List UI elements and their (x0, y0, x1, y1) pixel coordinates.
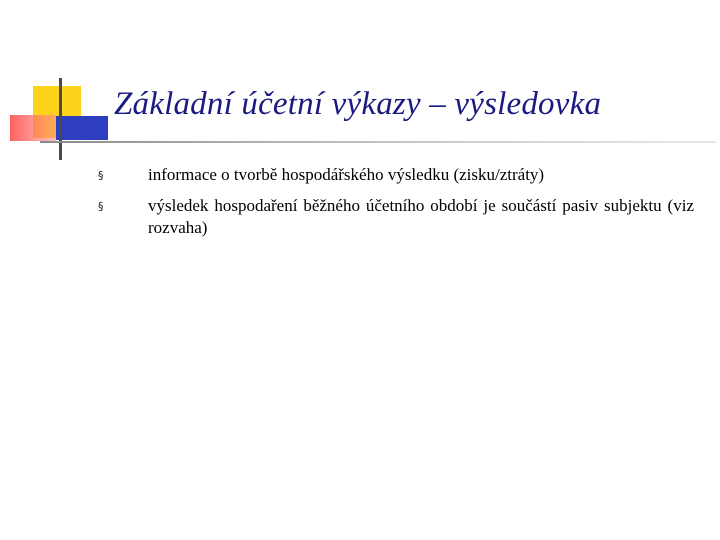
title-underline (40, 141, 716, 143)
title-decoration (0, 0, 720, 170)
slide-title: Základní účetní výkazy – výsledovka (114, 86, 602, 122)
bullet-marker: § (98, 200, 104, 213)
blue-square (56, 116, 108, 140)
bullet-text: informace o tvorbě hospodářského výsledku (zisku/ztráty) (148, 165, 545, 184)
red-square (10, 115, 56, 141)
bullet-text: výsledek hospodaření běžného účetního období je součástí pasiv subjektu (viz rozvaha) (148, 196, 694, 237)
bullet-item (98, 195, 694, 239)
bullet-item (98, 164, 694, 186)
vertical-rule (59, 78, 62, 160)
bullet-list (98, 164, 694, 248)
bullet-marker: § (98, 169, 104, 182)
